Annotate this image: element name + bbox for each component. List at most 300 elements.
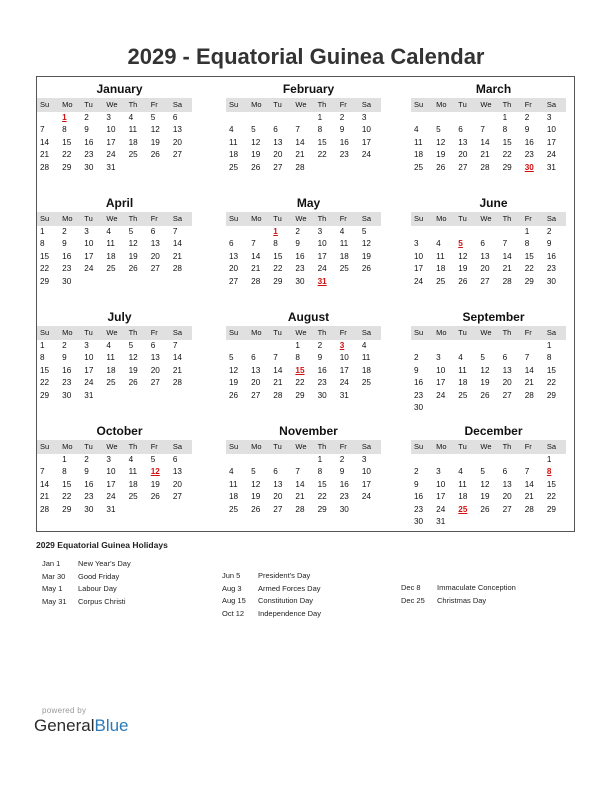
day-cell: 25 [128,150,138,160]
weekday-label: Su [414,442,424,451]
holiday-date: Aug 3 [222,583,242,593]
day-cell: 15 [62,479,72,489]
day-cell: 18 [128,137,138,147]
holiday-date: May 1 [42,584,63,593]
day-cell: 8 [295,353,300,363]
empty-day-cell [270,112,292,124]
weekday-label: Su [414,328,424,337]
day-cell: 3 [84,227,89,236]
day-cell: 14 [295,479,305,489]
week-row [37,149,192,161]
week-row [37,479,192,491]
week-row [226,365,381,377]
day-cell: 28 [524,504,534,514]
day-cell: 6 [458,125,463,135]
day-cell: 6 [150,227,156,236]
generalblue-logo[interactable] [34,716,129,736]
day-cell: 20 [172,479,182,489]
day-cell: 8 [62,125,67,135]
empty-day-cell [248,112,270,124]
day-cell: 26 [150,150,160,160]
weekday-label: Mo [436,100,447,109]
day-cell: 13 [458,137,468,147]
month-august [226,309,381,402]
holiday-name: Armed Forces Day [258,583,321,593]
holiday-name: President's Day [258,571,311,580]
day-cell: 20 [251,378,261,388]
day-cell: 16 [62,365,72,375]
day-cell: 8 [317,125,323,135]
day-cell: 12 [361,239,371,249]
day-cell: 23 [339,150,349,160]
day-cell: 1 [273,227,278,236]
weekday-header [411,212,566,226]
day-cell: 6 [172,455,178,464]
weekday-label: Tu [273,214,282,223]
day-cell: 7 [524,467,530,477]
weekday-label: Su [40,328,50,337]
day-cell: 30 [524,162,534,172]
week-row [411,377,566,389]
day-cell: 24 [317,264,327,274]
day-cell: 5 [150,455,156,464]
empty-day-cell [455,112,477,124]
week-row [226,491,381,503]
week-row [411,365,566,377]
empty-day-cell [248,340,270,352]
holiday-item [42,596,131,609]
weekday-label: Sa [172,442,183,451]
empty-day-cell [411,112,433,124]
weekday-label: Tu [458,442,467,451]
day-cell: 30 [317,390,327,400]
weekday-label: Su [40,214,50,223]
day-cell: 7 [295,467,300,477]
day-cell: 18 [106,251,116,261]
weekday-label: Th [128,100,138,109]
weekday-label: Tu [84,100,93,109]
day-cell: 4 [361,341,367,350]
day-cell: 16 [414,492,424,502]
day-cell: 9 [339,125,345,135]
week-row [37,238,192,250]
weekday-label: We [106,214,118,223]
day-cell: 8 [524,239,530,249]
day-cell: 2 [84,113,89,122]
day-cell: 11 [229,479,238,489]
day-cell: 11 [414,137,423,147]
day-cell: 14 [524,365,534,375]
day-cell: 29 [546,504,556,514]
day-cell: 26 [361,264,371,274]
holiday-date: Jun 5 [222,571,241,580]
day-cell: 17 [106,137,116,147]
weekday-label: Tu [84,328,93,337]
empty-day-cell [522,454,544,466]
day-cell: 4 [339,227,345,236]
empty-day-cell [126,162,148,174]
day-cell: 3 [106,113,111,122]
week-row [226,238,381,250]
day-cell: 3 [414,239,419,249]
day-cell: 17 [361,137,371,147]
week-row [226,112,381,124]
day-cell: 5 [128,227,134,236]
week-row [37,124,192,136]
holiday-column [401,582,516,607]
empty-day-cell [359,276,381,288]
day-cell: 18 [436,264,446,274]
day-cell: 28 [251,276,261,286]
day-cell: 8 [62,467,67,477]
week-row [226,466,381,478]
day-cell: 29 [62,504,72,514]
day-cell: 1 [317,455,323,464]
day-cell: 2 [414,353,419,363]
day-cell: 13 [150,239,160,249]
day-cell: 6 [229,239,234,249]
holiday-item [222,608,321,621]
weekday-label: Su [40,100,50,109]
day-cell: 27 [502,504,512,514]
empty-day-cell [455,402,477,414]
day-cell: 29 [502,162,512,172]
day-cell: 27 [458,162,468,172]
day-cell: 30 [546,276,556,286]
empty-day-cell [148,504,170,516]
week-row [226,149,381,161]
day-cell: 24 [361,150,371,160]
holiday-name: Labour Day [78,584,117,593]
weekday-label: Sa [546,328,557,337]
empty-day-cell [544,516,566,528]
day-cell: 17 [106,479,116,489]
week-row [411,454,566,466]
empty-day-cell [455,226,477,238]
day-cell: 26 [458,276,468,286]
day-cell: 31 [436,516,446,526]
weekday-label: Mo [62,328,73,337]
week-row [37,377,192,389]
week-row [226,276,381,288]
day-cell: 21 [524,492,534,502]
day-cell: 18 [128,479,138,489]
empty-day-cell [226,226,248,238]
empty-day-cell [477,226,499,238]
day-cell: 21 [40,492,50,502]
day-cell: 10 [414,251,424,261]
day-cell: 19 [361,251,371,261]
day-cell: 31 [84,390,94,400]
day-cell: 3 [436,353,441,363]
day-cell: 2 [524,113,530,122]
day-cell: 9 [62,239,67,249]
weekday-label: We [480,442,492,451]
day-cell: 25 [436,276,446,286]
weekday-label: Mo [251,100,262,109]
week-row [37,162,192,174]
weekday-label: Mo [62,442,73,451]
day-cell: 21 [295,492,305,502]
day-cell: 18 [229,492,239,502]
day-cell: 5 [251,467,256,477]
empty-day-cell [292,112,314,124]
day-cell: 6 [172,113,178,122]
day-cell: 15 [317,137,327,147]
day-cell: 19 [458,264,468,274]
empty-day-cell [500,226,522,238]
week-row [37,226,192,238]
empty-day-cell [170,504,192,516]
week-row [411,251,566,263]
day-cell: 10 [436,479,446,489]
day-cell: 10 [361,125,371,135]
month-december [411,423,566,528]
weekday-label: Th [317,328,327,337]
day-cell: 29 [524,276,534,286]
empty-day-cell [126,504,148,516]
weekday-label: Tu [273,328,282,337]
day-cell: 15 [546,365,556,375]
day-cell: 25 [414,162,424,172]
day-cell: 15 [317,479,327,489]
day-cell: 19 [480,492,490,502]
weekday-label: Tu [273,442,282,451]
day-cell: 9 [295,239,300,249]
day-cell: 29 [295,390,305,400]
day-cell: 2 [62,341,67,350]
day-cell: 20 [172,137,182,147]
weekday-header [411,440,566,454]
day-cell: 4 [128,113,134,122]
day-cell: 4 [229,125,234,135]
weekday-label: Th [502,100,512,109]
day-cell: 17 [361,479,371,489]
day-cell: 13 [229,251,239,261]
weekday-label: Sa [172,328,183,337]
week-row [226,263,381,275]
day-cell: 11 [128,467,138,477]
day-cell: 23 [84,492,94,502]
weekday-label: Th [128,442,138,451]
day-cell: 13 [172,125,182,135]
empty-day-cell [433,454,455,466]
empty-day-cell [433,340,455,352]
day-cell: 17 [84,251,94,261]
weekday-label: Fr [150,442,158,451]
week-row [411,263,566,275]
week-row [226,251,381,263]
day-cell: 9 [339,467,345,477]
week-row [411,124,566,136]
empty-day-cell [270,454,292,466]
day-cell: 10 [361,467,371,477]
day-cell: 23 [317,378,327,388]
holiday-item [401,582,516,595]
weekday-label: Fr [339,328,347,337]
day-cell: 26 [251,504,261,514]
day-cell: 26 [128,378,138,388]
weekday-label: Sa [361,214,372,223]
day-cell: 21 [40,150,50,160]
day-cell: 1 [546,341,552,350]
day-cell: 12 [436,137,446,147]
month-november [226,423,381,516]
day-cell: 3 [361,455,367,464]
day-cell: 23 [414,504,424,514]
weekday-label: Sa [546,442,557,451]
holiday-date: May 31 [42,596,67,606]
week-row [411,352,566,364]
day-cell: 13 [172,467,182,477]
day-cell: 18 [458,378,468,388]
week-row [411,238,566,250]
day-cell: 25 [361,378,371,388]
week-row [37,390,192,402]
day-cell: 10 [106,467,116,477]
day-cell: 15 [62,137,72,147]
day-cell: 14 [273,365,283,375]
weekday-header [37,326,192,340]
weekday-label: Su [414,100,424,109]
day-cell: 25 [106,264,116,274]
day-cell: 4 [106,341,111,350]
day-cell: 13 [150,353,160,363]
day-cell: 4 [106,227,111,236]
day-cell: 18 [339,251,349,261]
day-cell: 26 [480,390,490,400]
week-row [411,276,566,288]
day-cell: 28 [502,276,512,286]
day-cell: 4 [229,467,234,477]
weekday-label: Mo [251,214,262,223]
weekday-label: We [295,328,307,337]
day-cell: 29 [62,162,72,172]
day-cell: 18 [106,365,116,375]
month-name: June [479,196,508,210]
holiday-date: Mar 30 [42,571,66,581]
day-cell: 11 [436,251,445,261]
day-cell: 25 [229,162,239,172]
day-cell: 16 [84,479,94,489]
weekday-label: We [295,214,307,223]
day-cell: 7 [40,125,45,135]
day-cell: 7 [480,125,485,135]
month-april [37,195,192,288]
day-cell: 26 [229,390,239,400]
day-cell: 3 [361,113,367,122]
day-cell: 28 [524,390,534,400]
day-cell: 5 [480,467,485,477]
day-cell: 24 [106,492,116,502]
day-cell: 20 [480,264,490,274]
day-cell: 13 [273,479,283,489]
day-cell: 28 [480,162,490,172]
week-row [411,390,566,402]
holiday-name: Constitution Day [258,596,314,605]
empty-day-cell [37,112,59,124]
day-cell: 4 [458,353,463,363]
day-cell: 22 [524,264,534,274]
day-cell: 14 [480,137,490,147]
week-row [37,454,192,466]
day-cell: 11 [458,365,467,375]
day-cell: 14 [40,479,50,489]
weekday-label: Fr [524,442,532,451]
empty-day-cell [226,340,248,352]
day-cell: 22 [295,378,305,388]
day-cell: 14 [251,251,261,261]
day-cell: 10 [106,125,116,135]
day-cell: 2 [84,455,89,464]
empty-day-cell [477,340,499,352]
day-cell: 17 [414,264,424,274]
weekday-label: Su [229,328,239,337]
day-cell: 20 [273,150,283,160]
week-row [37,504,192,516]
day-cell: 24 [84,378,94,388]
day-cell: 2 [339,455,345,464]
weekday-header [37,212,192,226]
weekday-label: Th [128,328,138,337]
week-row [411,466,566,478]
day-cell: 20 [150,365,160,375]
day-cell: 16 [546,251,556,261]
empty-day-cell [126,390,148,402]
day-cell: 28 [273,390,283,400]
month-march [411,81,566,174]
day-cell: 22 [62,492,72,502]
day-cell: 11 [458,479,467,489]
day-cell: 2 [339,113,345,122]
day-cell: 6 [480,239,485,249]
weekday-label: We [480,328,492,337]
day-cell: 21 [524,378,534,388]
weekday-label: Mo [251,442,262,451]
empty-day-cell [292,454,314,466]
holiday-date: Dec 25 [401,595,425,605]
day-cell: 23 [62,264,72,274]
day-cell: 23 [546,264,556,274]
month-june [411,195,566,288]
day-cell: 2 [62,227,67,236]
day-cell: 16 [414,378,424,388]
day-cell: 2 [295,227,300,236]
weekday-label: Tu [458,100,467,109]
page-title: 2029 - Equatorial Guinea Calendar [127,44,485,69]
day-cell: 16 [295,251,305,261]
weekday-label: We [480,214,492,223]
day-cell: 8 [273,239,278,249]
day-cell: 7 [502,239,508,249]
day-cell: 29 [273,276,283,286]
month-may [226,195,381,288]
day-cell: 22 [546,378,556,388]
day-cell: 13 [251,365,261,375]
week-row [37,112,192,124]
day-cell: 30 [62,276,72,286]
day-cell: 11 [106,353,115,363]
day-cell: 9 [84,467,89,477]
weekday-header [226,326,381,340]
weekday-header [411,98,566,112]
day-cell: 3 [546,113,552,122]
week-row [226,454,381,466]
month-october [37,423,192,516]
day-cell: 25 [458,504,468,514]
week-row [411,340,566,352]
day-cell: 12 [150,467,160,477]
